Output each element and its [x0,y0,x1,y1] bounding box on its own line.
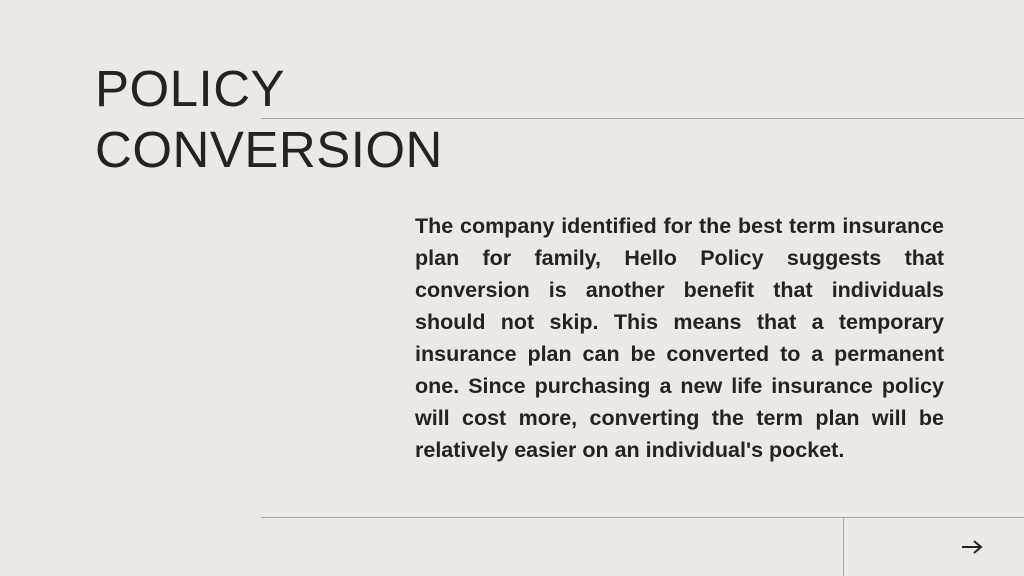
arrow-right-icon [960,539,984,555]
slide-title-line-2: CONVERSION [95,121,443,178]
next-slide-button[interactable] [955,533,989,561]
footer-vertical-divider [843,517,844,576]
slide-title-line-1: POLICY [95,60,286,117]
slide-body-text: The company identified for the best term insurance plan for family, Hello Policy suggests that conversion is another benefit that individuals should not skip. This means that a temporary insurance plan can be converted to a permanent one. Since purchasing a new life insurance policy will cost more, converting the term plan will be relatively easier on an individual's pocket. [415,214,944,462]
top-divider [261,118,1024,119]
slide-title [95,58,443,180]
bottom-divider [261,517,1024,518]
